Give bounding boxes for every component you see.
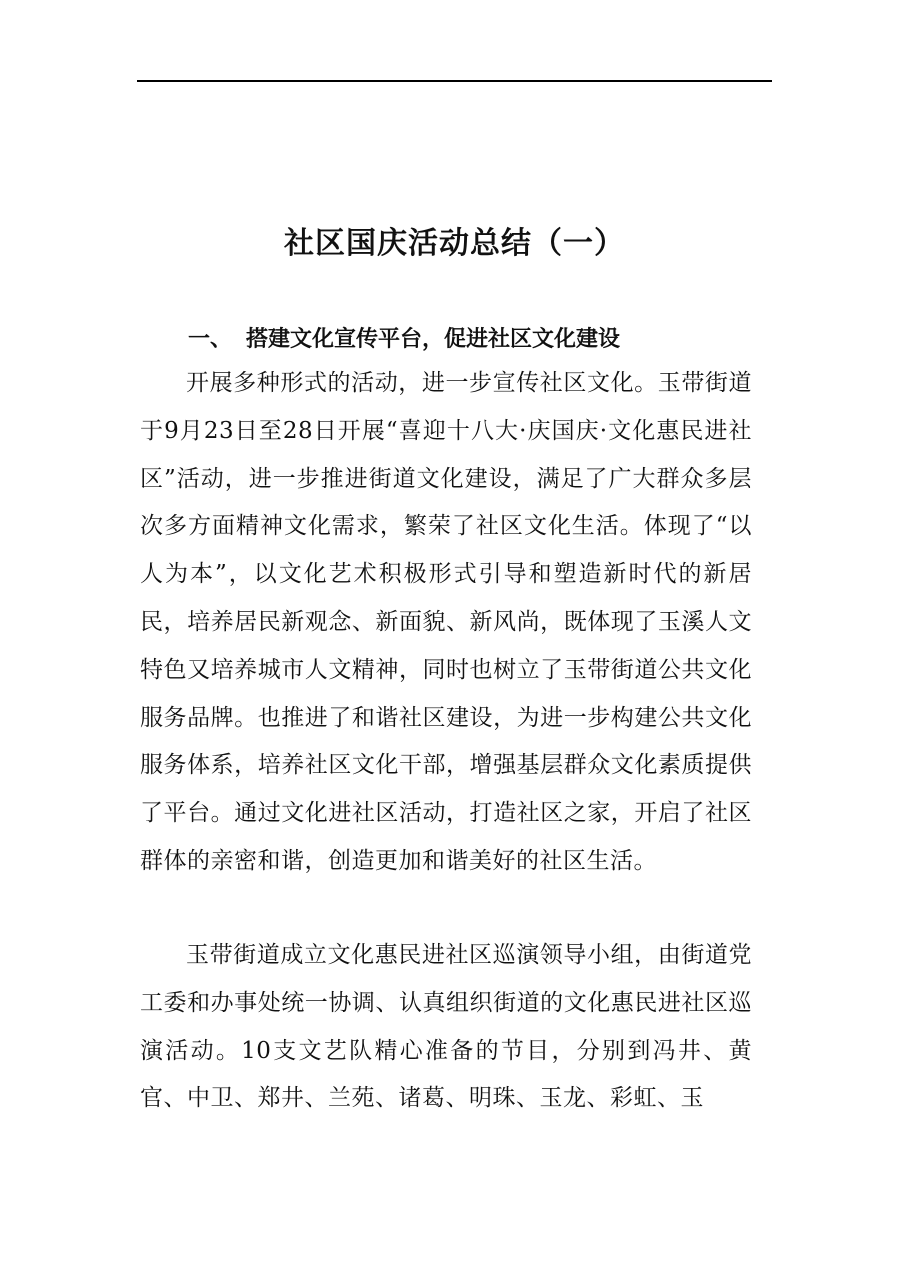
header-rule	[137, 80, 772, 82]
section-heading	[188, 322, 620, 358]
body-paragraph-2: 玉带街道成立文化惠民进社区巡演领导小组，由街道党工委和办事处统一协调、认真组织街道的文化惠民进社区巡演活动。10支文艺队精心准备的节目，分别到冯井、黄官、中卫、郑井、兰苑、诸葛、明珠、玉龙、彩虹、玉	[140, 942, 752, 1112]
body-paragraph-1: 开展多种形式的活动，进一步宣传社区文化。玉带街道于9月23日至28日开展“喜迎十八大·庆国庆·文化惠民进社区”活动，进一步推进街道文化建设，满足了广大群众多层次多方面精神文化需求，繁荣了社区文化生活。体现了“以人为本”，以文化艺术积极形式引导和塑造新时代的新居民，培养居民新观念、新面貌、新风尚，既体现了玉溪人文特色又培养城市人文精神，同时也树立了玉带街道公共文化服务品牌。也推进了和谐社区建设，为进一步构建公共文化服务体系，培养社区文化干部，增强基层群众文化素质提供了平台。通过文化进社区活动，打造社区之家，开启了社区群体的亲密和谐，创造更加和谐美好的社区生活。	[140, 370, 752, 874]
section-heading-text: 搭建文化宣传平台，促进社区文化建设	[246, 327, 621, 352]
document-title: 社区国庆活动总结（一）	[284, 226, 625, 261]
section-number: 一、	[188, 327, 233, 352]
